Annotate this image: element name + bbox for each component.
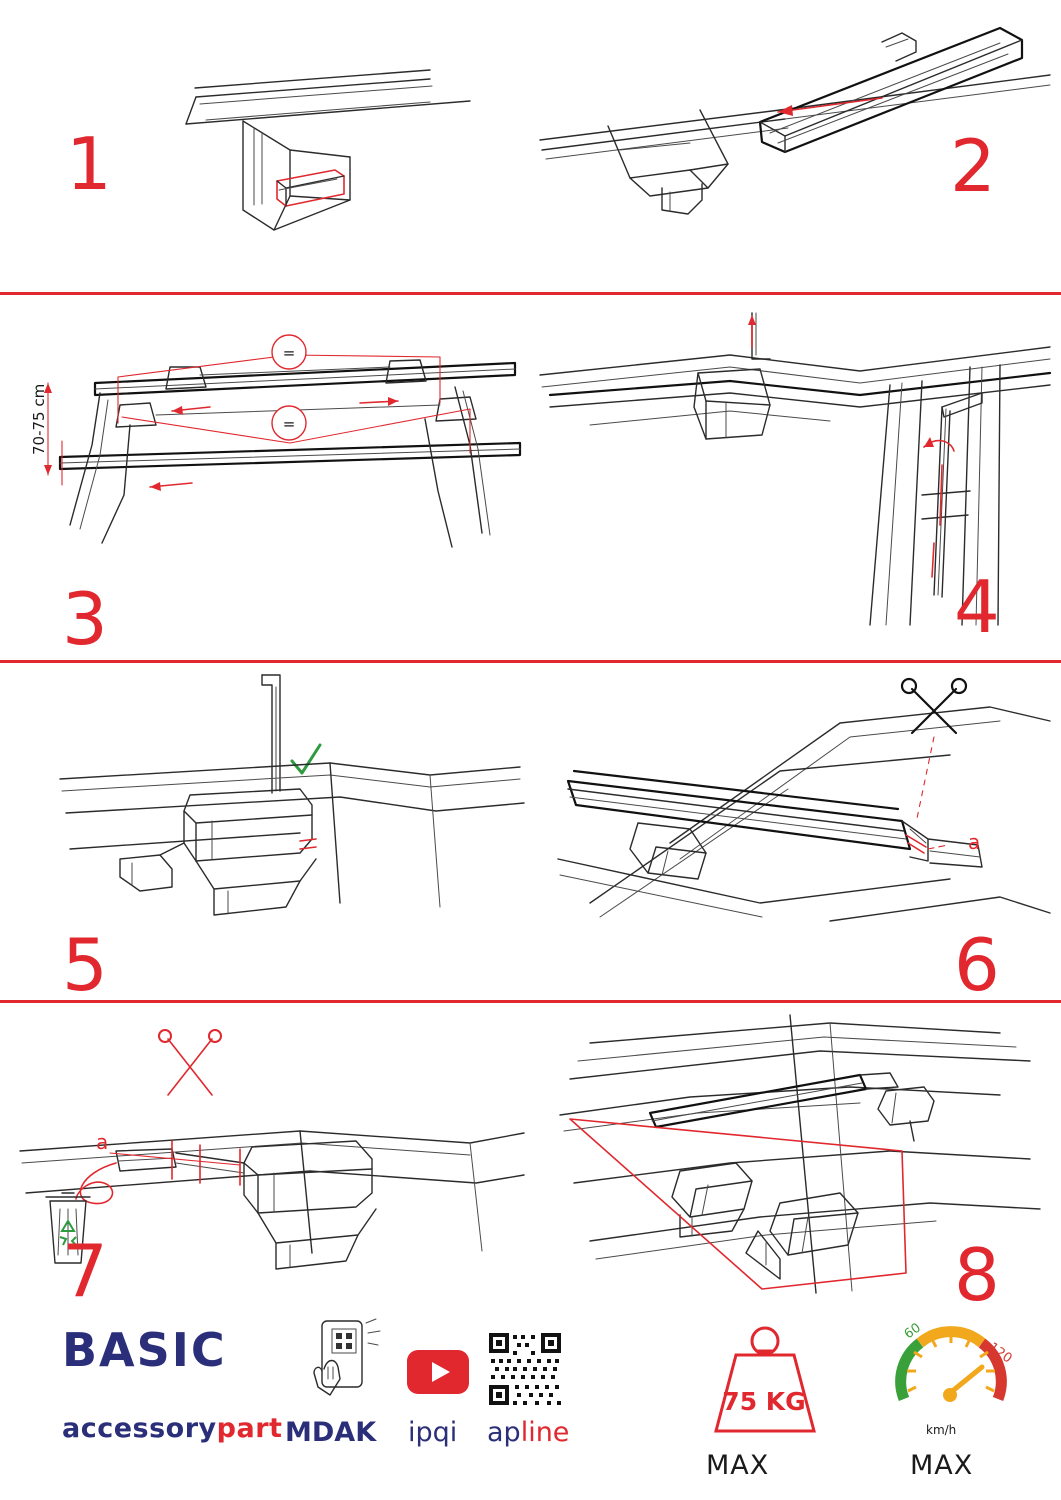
dimension-label-70-75cm: 70-75 cm [30,383,48,455]
mdak-md: MD [285,1417,335,1448]
step-3-illustration [30,335,520,547]
panel-step-1 [0,0,530,292]
max-speed-caption: MAX [910,1450,974,1481]
speed-tick-120: 120 [985,1339,1015,1367]
mdak-a: A [334,1417,356,1448]
step-number-1: 1 [66,122,112,206]
panel-step-7 [0,1003,530,1305]
speed-unit-label: km/h [926,1423,957,1437]
partner-apline-label [487,1417,569,1448]
weight-icon [690,1319,840,1439]
max-load-value: 75 KG [722,1387,806,1416]
panel-step-4 [530,295,1061,660]
apline-ap: ap [487,1417,521,1448]
step-number-3: 3 [62,577,108,660]
step-number-5: 5 [62,923,108,1000]
apline-line: line [520,1417,570,1448]
brand-accessorypart-logo [62,1413,282,1444]
callout-a-step6: a [968,830,981,854]
panel-step-5 [0,663,530,1000]
check-mark-icon [292,745,320,773]
brand-basic-logo: BASIC [62,1323,227,1377]
step-6-illustration [558,679,1050,921]
speedometer-icon [886,1313,1016,1423]
panel-step-2 [530,0,1061,292]
footer-branding-bar [0,1305,1061,1500]
brand-part-text: part [216,1413,283,1444]
speed-tick-60: 60 [901,1320,924,1343]
max-load-caption: MAX [706,1450,770,1481]
partner-ipqi-label: ipqi [408,1417,458,1448]
panel-step-3 [0,295,530,660]
step-number-2: 2 [950,124,996,208]
scissors-icon-red [159,1030,221,1095]
step-number-6: 6 [954,923,1000,1000]
callout-a-step7: a [96,1130,109,1154]
panel-step-8 [530,1003,1061,1305]
step-1-illustration [186,70,470,230]
mdak-k: K [355,1417,377,1448]
step-5-illustration [60,675,524,915]
phone-qr-scan-icon [306,1317,392,1409]
step-number-8: 8 [954,1233,1000,1305]
brand-accessory-text: accessory [62,1413,217,1444]
partner-mdak-label [285,1417,376,1448]
panel-step-6 [530,663,1061,1000]
qr-code-icon[interactable] [487,1331,563,1407]
step-number-4: 4 [954,565,1000,649]
equal-mark-1: = [282,344,296,362]
youtube-play-icon[interactable] [406,1349,470,1395]
scissors-icon [902,679,966,733]
step-number-7: 7 [62,1229,108,1305]
equal-mark-2: = [282,415,296,433]
